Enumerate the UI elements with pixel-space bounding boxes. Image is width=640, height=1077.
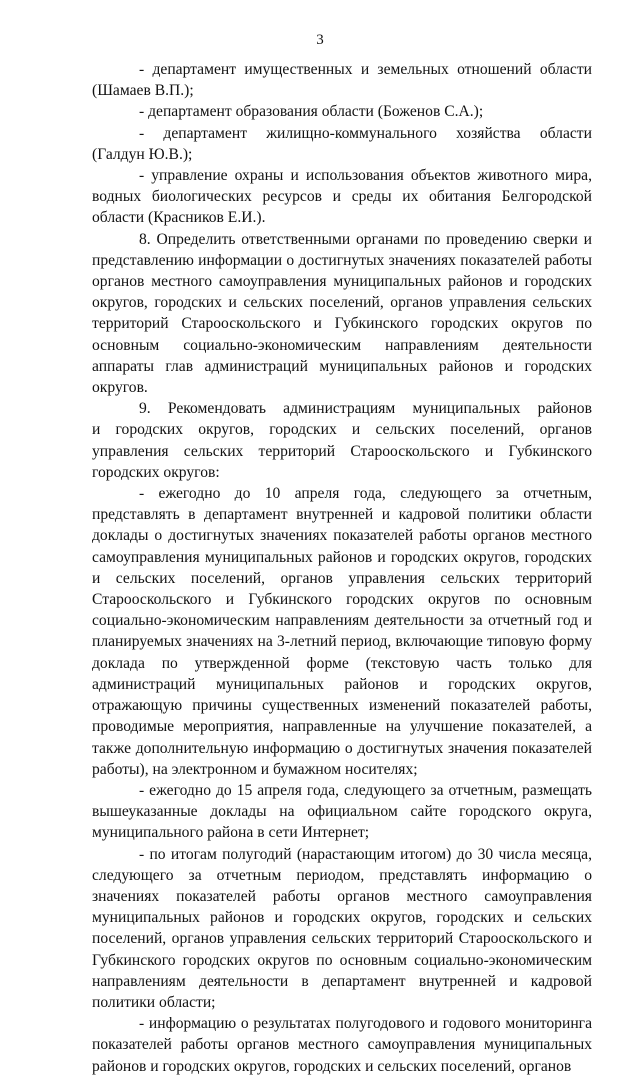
paragraph-item-8: 8. Определить ответственными органами по проведению сверки и представлению информации о достигнутых значениях показателей работы органов местного самоуправления муниципальных районов и городских округов, городских и сельских поселений, органов управления сельских территорий Старооскольского и Губкинского городских округов по основным социально-экономическим направлениям деятельности аппараты глав администраций муниципальных районов и городских округов.	[92, 230, 592, 397]
word: Рекомендовать	[167, 400, 266, 418]
word: департамент	[163, 124, 248, 142]
word: области	[539, 124, 592, 142]
paragraph-monitoring-results: - информацию о результатах полугодового и годового мониторинга показателей работы органов местного самоуправления муниципальных районов и городских округов, городских и сельских поселений, органов	[92, 1015, 592, 1075]
word: жилищно-коммунального	[266, 124, 437, 142]
word: 9.	[139, 400, 151, 418]
paragraph-april-10-reports: - ежегодно до 10 апреля года, следующего за отчетным, представлять в департамент внутренней и кадровой политики области доклады о достигнутых значениях показателей работы органов местного самоуправления муниципальных районов и городских округов, городских и сельских поселений, органов управления сельских территорий Старооскольского и Губкинского городских округов по основным социально-экономическим направлениям деятельности за отчетный год и планируемых значениях на 3-летний период, включающие типовую форму доклада по утвержденной форме (текстовую часть только для администраций муниципальных районов и городских округов, отражающую причины существенных изменений показателей работы, проводимые мероприятия, направленные на улучшение показателей, а также дополнительную информацию о достигнутых значения показателей работы), на электронном и бумажном носителях;	[92, 485, 592, 778]
word: районов	[537, 400, 592, 418]
word: хозяйства	[456, 124, 521, 142]
paragraph-item-9-line	[92, 398, 592, 419]
paragraph-education-dept: - департамент образования области (Боженов С.А.);	[139, 103, 484, 121]
word: администрациям	[283, 400, 396, 418]
paragraph-housing-dept-line	[92, 123, 592, 144]
paragraph-property-dept: - департамент имущественных и земельных отношений области (Шамаев В.П.);	[92, 61, 592, 100]
paragraph-april-15-publish: - ежегодно до 15 апреля года, следующего за отчетным, размещать вышеуказанные доклады на официальном сайте городского округа, муниципального района в сети Интернет;	[92, 781, 592, 842]
word: муниципальных	[412, 400, 521, 418]
paragraph-wildlife-dept: - управление охраны и использования объектов животного мира, водных биологических ресурсов и среды их обитания Белгородской области (Красников Е.И.).	[92, 167, 592, 227]
page-number: 3	[316, 32, 324, 48]
paragraph-item-9-body: и городских округов, городских и сельских поселений, органов управления сельских территорий Старооскольского и Губкинского городских округов:	[92, 421, 592, 481]
word: -	[139, 124, 145, 142]
paragraph-half-year-info: - по итогам полугодий (нарастающим итогом) до 30 числа месяца, следующего за отчетным периодом, представлять информацию о значениях показателей работы органов местного самоуправления муниципальных районов и городских округов, городских и сельских поселений, органов управления сельских территорий Старооскольского и Губкинского городских округов по основным социально-экономическим направлениям деятельности в департамент внутренней и кадровой политики области;	[92, 845, 592, 1011]
document-body	[92, 59, 592, 1077]
paragraph-housing-dept-tail: (Галдун Ю.В.);	[92, 145, 193, 163]
